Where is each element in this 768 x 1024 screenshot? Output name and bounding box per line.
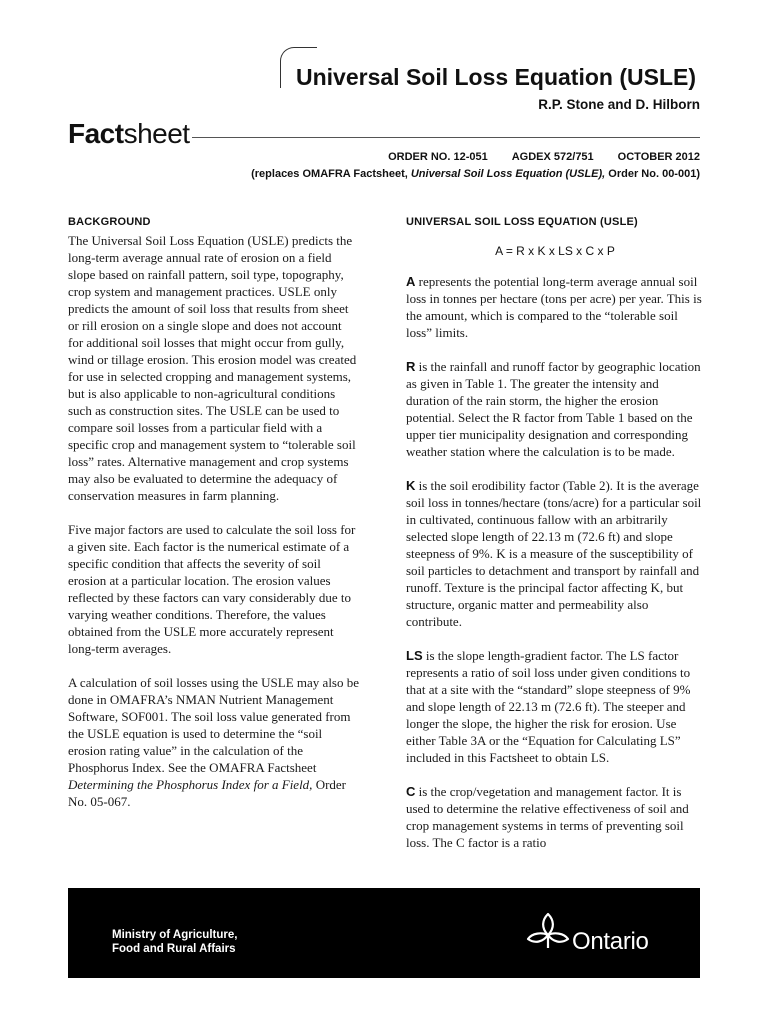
factor-k-paragraph — [406, 477, 704, 630]
ontario-logo — [524, 908, 654, 963]
factsheet-logo-regular: sheet — [123, 118, 190, 149]
replaces-suffix: Order No. 00-001) — [605, 168, 700, 180]
factor-ls-paragraph — [406, 647, 704, 766]
ontario-wordmark: Ontario — [572, 928, 649, 955]
factor-description: is the rainfall and runoff factor by geographic location as given in Table 1. The greater the intensity and duration of the rain storm, the higher the erosion potential. Select the R factor from Table 1 based on the upper tier municipality designation and corresponding weather station where the calculation is to be made. — [406, 359, 701, 459]
publication-date: OCTOBER 2012 — [617, 151, 700, 163]
factor-description: is the soil erodibility factor (Table 2). It is the average soil loss in tonnes/hectare (tons/acre) for a particular soil in cultivated, continuous fallow with an arbitrarily selected slope length of 22.13 m (72.6 ft) and slope steepness of 9%. K is a measure of the susceptibility of soil particles to detachment and transport by rainfall and runoff. Texture is the principal factor affecting K, but structure, organic matter and permeability also contribute. — [406, 478, 702, 629]
header-rule — [192, 137, 700, 138]
factor-a-paragraph — [406, 273, 704, 341]
factsheet-logo — [68, 118, 190, 150]
order-info — [388, 151, 700, 163]
authors: R.P. Stone and D. Hilborn — [538, 97, 700, 112]
factsheet-logo-bold: Fact — [68, 118, 124, 149]
replaces-note — [251, 168, 700, 180]
footer-banner — [68, 888, 700, 978]
background-paragraph-1: The Universal Soil Loss Equation (USLE) predicts the long-term average annual rate of erosion on a field slope based on rainfall pattern, soil type, topography, crop system and management practices. USLE only predicts the amount of soil loss that results from sheet or rill erosion on a single slope and does not account for additional soil losses that might occur from gully, wind or tillage erosion. This erosion model was created for use in selected cropping and management systems, but is also applicable to non-agricultural conditions such as construction sites. The USLE can be used to compare soil losses from a particular field with a specific crop and management system to “tolerable soil loss” rates. Alternative management and crop systems may also be evaluated to determine the adequacy of conservation measures in farm planning. — [68, 233, 357, 503]
factor-description: is the slope length-gradient factor. The LS factor represents a ratio of soil loss under given conditions to that at a site with the “standard” slope steepness of 9% and slope length of 22.13 m (72.6 ft). The steeper and longer the slope, the higher the risk for erosion. Use either Table 3A or the “Equation for Calculating LS” included in this Factsheet to obtain LS. — [406, 648, 691, 765]
factor-letter: LS — [406, 648, 423, 663]
background-heading: BACKGROUND — [68, 216, 151, 228]
ministry-line-2: Food and Rural Affairs — [112, 943, 236, 955]
factor-letter: R — [406, 359, 416, 374]
document-title: Universal Soil Loss Equation (USLE) — [296, 64, 697, 90]
order-number: ORDER NO. 12-051 — [388, 151, 488, 163]
usle-heading: UNIVERSAL SOIL LOSS EQUATION (USLE) — [406, 216, 638, 228]
factor-description: is the crop/vegetation and management factor. It is used to determine the relative effectiveness of soil and crop management systems in terms of preventing soil loss. The C factor is a ratio — [406, 784, 689, 850]
paragraph-3-text: A calculation of soil losses using the USLE may also be done in OMAFRA’s NMAN Nutrient Management Software, SOF001. The soil loss value generated from the USLE equation is used to determine the “soil erosion rating value” in the calculation of the Phosphorus Index. See the OMAFRA Factsheet — [68, 675, 360, 775]
ministry-name — [112, 928, 237, 956]
right-column — [406, 214, 704, 868]
phosphorus-factsheet-title: Determining the Phosphorus Index for a Field, — [68, 777, 313, 792]
factor-letter: K — [406, 478, 416, 493]
factor-letter: A — [406, 274, 416, 289]
factor-c-paragraph — [406, 783, 704, 851]
usle-equation: A = R x K x LS x C x P — [495, 244, 615, 258]
trillium-icon — [524, 908, 572, 963]
agdex-number: AGDEX 572/751 — [511, 151, 594, 163]
factor-r-paragraph — [406, 358, 704, 460]
background-paragraph-3 — [68, 674, 360, 810]
ministry-line-1: Ministry of Agriculture, — [112, 929, 238, 941]
replaces-prefix: (replaces OMAFRA Factsheet, — [251, 168, 411, 180]
factor-letter: C — [406, 784, 416, 799]
left-column — [68, 214, 360, 827]
replaces-title: Universal Soil Loss Equation (USLE), — [410, 168, 606, 180]
paragraph-3-end: Order No. 05-067. — [68, 777, 347, 809]
background-paragraph-2: Five major factors are used to calculate the soil loss for a given site. Each factor is the numerical estimate of a specific condition that affects the severity of soil erosion at a particular location. The erosion values reflected by these factors can vary considerably due to varying weather conditions. Therefore, the values obtained from the USLE more accurately represent long-term averages. — [68, 522, 356, 656]
factor-description: represents the potential long-term average annual soil loss in tonnes per hectare (tons per acre) per year. This is the amount, which is compared to the “tolerable soil loss” limits. — [406, 274, 702, 340]
